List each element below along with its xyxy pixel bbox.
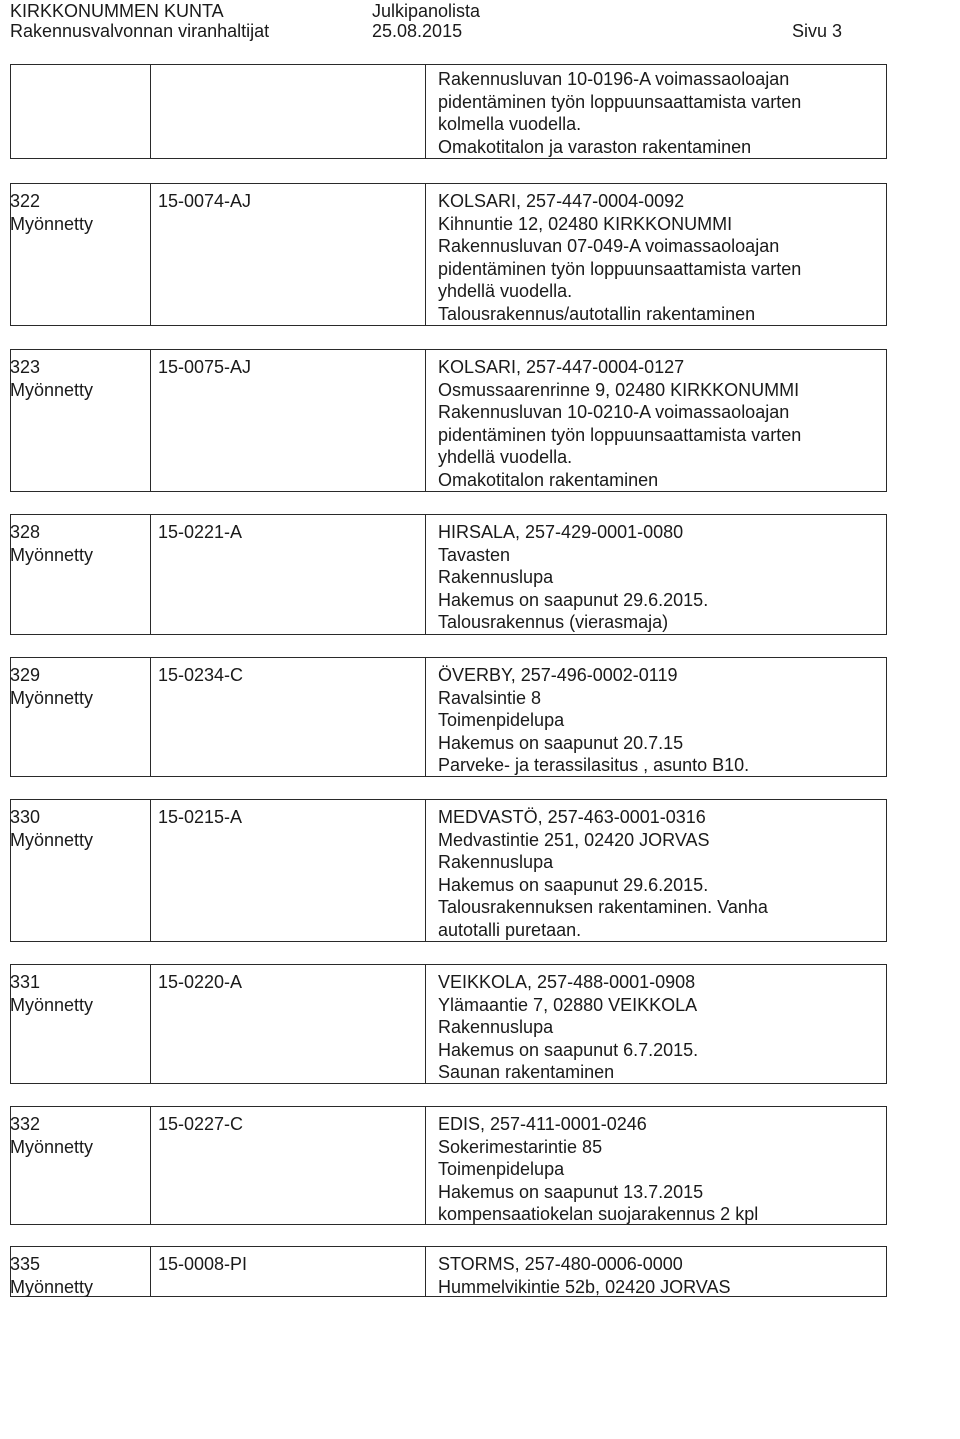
decision-row xyxy=(10,799,950,942)
description-line: STORMS, 257-480-0006-0000 xyxy=(438,1254,683,1274)
document-date: 25.08.2015 xyxy=(372,21,463,41)
decision-status: Myönnetty xyxy=(10,1276,94,1297)
decision-description xyxy=(438,806,888,941)
description-line: Rakennuslupa xyxy=(438,1017,554,1037)
department-name: Rakennusvalvonnan viranhaltijat xyxy=(10,21,270,41)
description-line: Talousrakennuksen rakentaminen. Vanha xyxy=(438,897,768,917)
description-line: pidentäminen työn loppuunsaattamista varten xyxy=(438,91,802,112)
description-line: Sokerimestarintie 85 xyxy=(438,1136,603,1157)
description-line: autotalli puretaan. xyxy=(438,919,582,940)
decision-row xyxy=(10,657,950,777)
description-line: Omakotitalon rakentaminen xyxy=(438,469,659,490)
decision-number: 323 xyxy=(10,357,41,377)
org-name: KIRKKONUMMEN KUNTA xyxy=(10,1,224,21)
description-line: Hakemus on saapunut 6.7.2015. xyxy=(438,1039,699,1060)
decision-number: 332 xyxy=(10,1114,41,1134)
permit-id: 15-0074-AJ xyxy=(158,191,252,211)
description-line: Talousrakennus (vierasmaja) xyxy=(438,612,669,632)
description-line: Rakennusluvan 10-0196-A voimassaoloajan xyxy=(438,69,790,89)
description-line: Toimenpidelupa xyxy=(438,710,565,730)
description-line: Rakennuslupa xyxy=(438,852,554,872)
decision-description xyxy=(438,1113,888,1226)
decision-row xyxy=(10,1246,950,1297)
description-line: pidentäminen työn loppuunsaattamista varten xyxy=(438,424,802,445)
decision-number: 322 xyxy=(10,191,41,211)
permit-id: 15-0234-C xyxy=(158,665,244,685)
decision-number: 329 xyxy=(10,665,41,685)
decision-description xyxy=(438,1253,888,1298)
decision-description xyxy=(438,521,888,634)
description-line: KOLSARI, 257-447-0004-0092 xyxy=(438,191,685,211)
description-line: KOLSARI, 257-447-0004-0127 xyxy=(438,357,685,377)
description-line: Tavasten xyxy=(438,544,511,565)
decision-number: 331 xyxy=(10,972,41,992)
description-line: Omakotitalon ja varaston rakentaminen xyxy=(438,136,752,157)
permit-id: 15-0215-A xyxy=(158,807,243,827)
description-line: pidentäminen työn loppuunsaattamista varten xyxy=(438,258,802,279)
description-line: Hummelvikintie 52b, 02420 JORVAS xyxy=(438,1276,731,1297)
description-line: HIRSALA, 257-429-0001-0080 xyxy=(438,522,684,542)
description-line: Ylämaantie 7, 02880 VEIKKOLA xyxy=(438,994,698,1015)
continuation-description xyxy=(438,68,888,158)
page-number: Sivu 3 xyxy=(792,21,843,41)
page-header xyxy=(10,0,950,44)
continuation-row xyxy=(10,64,950,159)
decision-row xyxy=(10,1106,950,1225)
description-line: kompensaatiokelan suojarakennus 2 kpl xyxy=(438,1204,759,1224)
decision-row xyxy=(10,514,950,635)
decision-description xyxy=(438,356,888,491)
decision-status: Myönnetty xyxy=(10,1136,94,1157)
description-line: Hakemus on saapunut 29.6.2015. xyxy=(438,589,709,610)
description-line: Rakennuslupa xyxy=(438,567,554,587)
decision-status: Myönnetty xyxy=(10,994,94,1015)
description-line: Osmussaarenrinne 9, 02480 KIRKKONUMMI xyxy=(438,379,800,400)
description-line: ÖVERBY, 257-496-0002-0119 xyxy=(438,665,678,685)
decision-number: 328 xyxy=(10,522,41,542)
decision-status: Myönnetty xyxy=(10,687,94,708)
description-line: Medvastintie 251, 02420 JORVAS xyxy=(438,829,710,850)
description-line: yhdellä vuodella. xyxy=(438,447,573,467)
permit-id: 15-0221-A xyxy=(158,522,243,542)
description-line: Hakemus on saapunut 20.7.15 xyxy=(438,732,684,753)
description-line: yhdellä vuodella. xyxy=(438,281,573,301)
decision-number: 335 xyxy=(10,1254,41,1274)
description-line: MEDVASTÖ, 257-463-0001-0316 xyxy=(438,807,706,827)
decision-description xyxy=(438,190,888,325)
permit-id: 15-0227-C xyxy=(158,1114,244,1134)
description-line: EDIS, 257-411-0001-0246 xyxy=(438,1114,647,1134)
permit-id: 15-0008-PI xyxy=(158,1254,248,1274)
document-type: Julkipanolista xyxy=(372,1,481,21)
decision-description xyxy=(438,971,888,1084)
decision-row xyxy=(10,349,950,492)
description-line: Rakennusluvan 07-049-A voimassaoloajan xyxy=(438,236,780,256)
decision-description xyxy=(438,664,888,777)
permit-id: 15-0075-AJ xyxy=(158,357,252,377)
description-line: Ravalsintie 8 xyxy=(438,687,542,708)
decision-status: Myönnetty xyxy=(10,544,94,565)
description-line: VEIKKOLA, 257-488-0001-0908 xyxy=(438,972,696,992)
decision-status: Myönnetty xyxy=(10,829,94,850)
description-line: Kihnuntie 12, 02480 KIRKKONUMMI xyxy=(438,213,733,234)
description-line: Talousrakennus/autotallin rakentaminen xyxy=(438,303,756,324)
description-line: Hakemus on saapunut 29.6.2015. xyxy=(438,874,709,895)
permit-id: 15-0220-A xyxy=(158,972,243,992)
description-line: kolmella vuodella. xyxy=(438,114,582,134)
decision-status: Myönnetty xyxy=(10,213,94,234)
decision-row xyxy=(10,183,950,326)
decision-status: Myönnetty xyxy=(10,379,94,400)
description-line: Saunan rakentaminen xyxy=(438,1062,615,1082)
description-line: Parveke- ja terassilasitus , asunto B10. xyxy=(438,755,750,775)
description-line: Toimenpidelupa xyxy=(438,1159,565,1179)
decision-row xyxy=(10,964,950,1084)
description-line: Rakennusluvan 10-0210-A voimassaoloajan xyxy=(438,402,790,422)
decision-number: 330 xyxy=(10,807,41,827)
description-line: Hakemus on saapunut 13.7.2015 xyxy=(438,1181,704,1202)
